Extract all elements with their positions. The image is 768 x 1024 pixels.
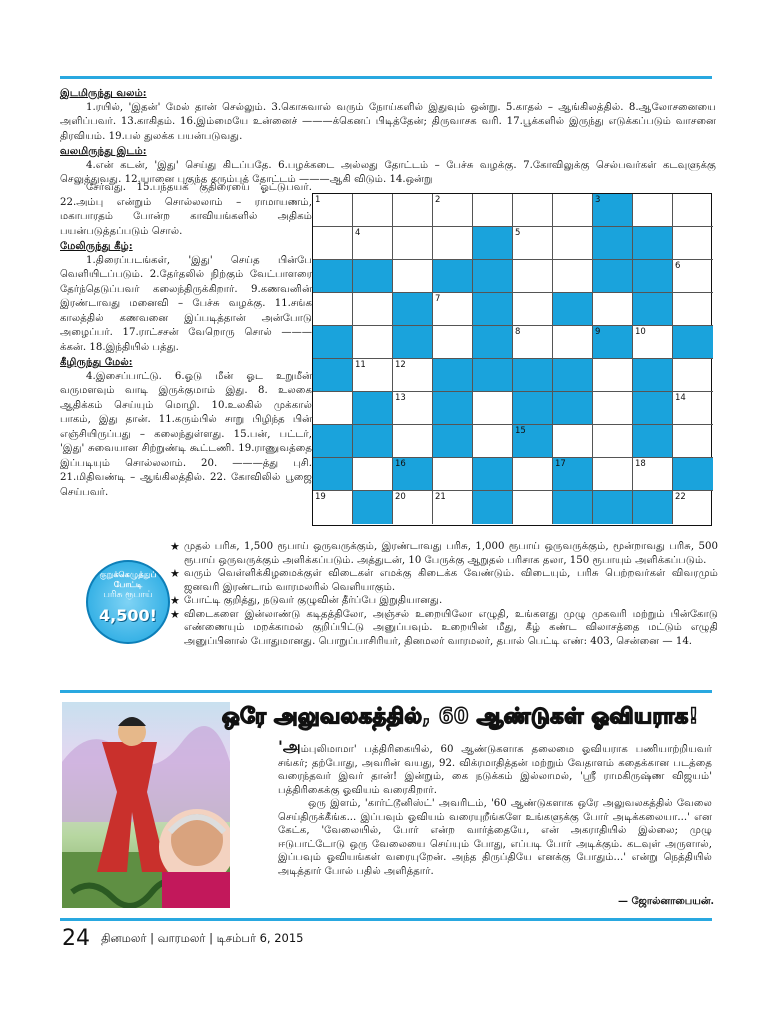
grid-cell[interactable] bbox=[393, 392, 433, 425]
grid-cell[interactable] bbox=[433, 326, 473, 359]
clue-number: 20 bbox=[395, 492, 406, 502]
clue-number: 1 bbox=[315, 195, 321, 205]
grid-cell[interactable] bbox=[473, 392, 513, 425]
grid-cell[interactable] bbox=[353, 458, 393, 491]
grid-cell[interactable] bbox=[593, 458, 633, 491]
story-paragraph bbox=[278, 737, 712, 797]
grid-cell-blocked bbox=[473, 227, 513, 260]
grid-cell[interactable] bbox=[433, 458, 473, 491]
illustration-art bbox=[62, 702, 230, 908]
middle-rule bbox=[60, 690, 712, 693]
grid-cell[interactable] bbox=[553, 326, 593, 359]
grid-cell[interactable] bbox=[593, 425, 633, 458]
grid-cell-blocked bbox=[553, 458, 593, 491]
grid-cell-blocked bbox=[313, 458, 353, 491]
grid-cell[interactable] bbox=[513, 293, 553, 326]
story-paragraph: ஒரு இளம், 'கார்ட்டூனிஸ்ட்' அவரிடம், '60 ஆண்டுகளாக ஒரே அலுவலகத்தில் வேலை செய்திருக்கீங்க... இப்பவும் ஓவியம் வரையுறீங்களே உங்களுக்கு போர் அடிக்கலையா...' என கேட்க, 'வேலையில், போர் என்ற வார்த்தையே, என் அகராதியில் இல்லை; முழு ஈடுபாட்டோடு ஒரு வேலையை செய்யும் போது, எப்படி போர் அடிக்கும். கடவுள் அருளால், இப்பவும் ஓவியங்கள் வரையுறேன். அந்த திருப்தியே எனக்கு போதும்...' என்று நெத்தியில் அடித்தார் போல் பதில் அளித்தார். bbox=[278, 798, 712, 877]
grid-cell-blocked bbox=[633, 359, 673, 392]
grid-cell[interactable] bbox=[393, 260, 433, 293]
grid-cell-blocked bbox=[433, 392, 473, 425]
grid-cell[interactable] bbox=[473, 425, 513, 458]
grid-cell-blocked bbox=[513, 425, 553, 458]
illustration bbox=[62, 702, 230, 908]
clue-number: 19 bbox=[315, 492, 326, 502]
grid-cell-blocked bbox=[433, 359, 473, 392]
clue-number: 22 bbox=[675, 492, 686, 502]
story-title: ஒரே அலுவலகத்தில், 60 ஆண்டுகள் ஓவியராக! bbox=[222, 704, 699, 728]
grid-cell-blocked bbox=[633, 392, 673, 425]
grid-cell-blocked bbox=[313, 260, 353, 293]
grid-cell-blocked bbox=[633, 425, 673, 458]
top-rule bbox=[60, 76, 712, 79]
grid-cell[interactable] bbox=[353, 194, 393, 227]
story-text bbox=[278, 737, 712, 878]
page-number: 24 bbox=[62, 926, 90, 951]
grid-cell-blocked bbox=[593, 260, 633, 293]
badge-contest-label: குறுக்கெழுத்துப் போட்டி bbox=[99, 570, 157, 589]
clue-number: 15 bbox=[515, 426, 526, 436]
grid-cell-blocked bbox=[633, 260, 673, 293]
grid-cell[interactable] bbox=[353, 359, 393, 392]
page-footer bbox=[62, 926, 304, 951]
grid-cell-blocked bbox=[633, 293, 673, 326]
grid-cell[interactable] bbox=[673, 359, 713, 392]
grid-cell[interactable] bbox=[513, 227, 553, 260]
grid-cell-blocked bbox=[593, 227, 633, 260]
grid-cell[interactable] bbox=[513, 194, 553, 227]
clue-number: 16 bbox=[395, 459, 406, 469]
grid-cell-blocked bbox=[513, 392, 553, 425]
grid-cell[interactable] bbox=[313, 227, 353, 260]
grid-cell[interactable] bbox=[313, 392, 353, 425]
grid-cell[interactable] bbox=[433, 194, 473, 227]
grid-cell-blocked bbox=[473, 326, 513, 359]
grid-cell[interactable] bbox=[393, 491, 433, 524]
clue-number: 11 bbox=[355, 360, 366, 370]
grid-cell[interactable] bbox=[553, 425, 593, 458]
grid-cell-blocked bbox=[393, 293, 433, 326]
clue-number: 7 bbox=[435, 294, 441, 304]
clue-number: 3 bbox=[595, 195, 601, 205]
grid-cell-blocked bbox=[553, 491, 593, 524]
badge-amount: 4,500! bbox=[99, 606, 157, 625]
grid-cell-blocked bbox=[673, 326, 713, 359]
clue-number: 9 bbox=[595, 327, 601, 337]
clue-number: 8 bbox=[515, 327, 521, 337]
clue-number: 14 bbox=[675, 393, 686, 403]
grid-cell-blocked bbox=[553, 392, 593, 425]
grid-cell-blocked bbox=[593, 491, 633, 524]
grid-cell[interactable] bbox=[313, 194, 353, 227]
story-credit: — ஜோல்னாபையன். bbox=[617, 896, 714, 907]
grid-cell-blocked bbox=[313, 359, 353, 392]
grid-cell[interactable] bbox=[553, 194, 593, 227]
grid-cell-blocked bbox=[593, 326, 633, 359]
grid-cell[interactable] bbox=[353, 227, 393, 260]
grid-cell-blocked bbox=[633, 227, 673, 260]
grid-cell[interactable] bbox=[393, 425, 433, 458]
grid-cell[interactable] bbox=[393, 359, 433, 392]
grid-cell[interactable] bbox=[313, 293, 353, 326]
grid-cell[interactable] bbox=[673, 194, 713, 227]
grid-cell[interactable] bbox=[393, 194, 433, 227]
across-clues: 1.ரயில், 'இதன்' மேல் தான் செல்லும். 3.கொசுவால் வரும் நோய்களில் இதுவும் ஒன்று. 5.காதல் – ஆங்கிலத்தில். 8.ஆலோசனையை அளிப்பவர். 13.காகிதம். 16.இம்மையே உன்னைச் ———க்கெனப் பிடித்தேன்; திருவாசக வரி. 17.பூக்களில் இருந்து எடுக்கப்படும் வாசனை திரவியம். 19.பல் துலக்க பயன்படுவது. bbox=[60, 101, 716, 142]
story-paragraph-text: ம்புலிமாமா' பத்திரிகையில், 60 ஆண்டுகளாக தலைமை ஓவியராக பணியாற்றியவர் சங்கர்; தற்போது, அவரின் வயது, 92. விக்ரமாதித்தன் மற்றும் வேதாளம் கதைக்கான படத்தை வரைந்தவர் இவர் தான்! இன்றும், கை நடுக்கம் இல்லாமல், 'ஸ்ரீ ராமகிருஷ்ண விஜயம்' பத்திரிகைக்கு ஓவியம் வரைகிறார். bbox=[278, 744, 712, 796]
rule-item: ★ விடைகளை இன்லாண்டு கடிதத்திலோ, அஞ்சல் உறையிலோ எழுதி, உங்களது முழு முகவரி மற்றும் பின்கோடு எண்ணையும் மறக்காமல் குறிப்பிட்டு அனுப்பவும். உறையின் மீது, கீழ் கண்ட விலாசத்தை மட்டும் எழுதி அனுப்பினால் போதுமானது. பொறுப்பாசிரியர், தினமலர் வாரமலர், தபால் பெட்டி எண்: 403, சென்னை — 14. bbox=[170, 608, 718, 649]
grid-cell[interactable] bbox=[673, 425, 713, 458]
grid-cell[interactable] bbox=[513, 260, 553, 293]
rule-item: ★ போட்டி குறித்து, நடுவர் குழுவின் தீர்ப்பே இறுதியானது. bbox=[170, 594, 718, 608]
grid-cell-blocked bbox=[473, 359, 513, 392]
grid-cell-blocked bbox=[353, 425, 393, 458]
grid-cell[interactable] bbox=[673, 227, 713, 260]
grid-cell[interactable] bbox=[593, 392, 633, 425]
up-heading: கீழிருந்து மேல்: bbox=[60, 356, 133, 368]
grid-cell-blocked bbox=[633, 491, 673, 524]
crossword-clues bbox=[60, 86, 716, 498]
grid-cell-blocked bbox=[353, 260, 393, 293]
across-heading: இடமிருந்து வலம்: bbox=[60, 87, 147, 99]
grid-cell[interactable] bbox=[633, 194, 673, 227]
grid-cell-blocked bbox=[313, 425, 353, 458]
grid-cell[interactable] bbox=[313, 491, 353, 524]
grid-cell-blocked bbox=[553, 359, 593, 392]
grid-cell[interactable] bbox=[433, 293, 473, 326]
grid-cell-blocked bbox=[553, 293, 593, 326]
grid-cell-blocked bbox=[393, 458, 433, 491]
grid-cell[interactable] bbox=[473, 194, 513, 227]
publication-info: தினமலர் | வாரமலர் | டிசம்பர் 6, 2015 bbox=[101, 930, 304, 945]
grid-cell-blocked bbox=[353, 392, 393, 425]
grid-cell[interactable] bbox=[433, 491, 473, 524]
grid-cell[interactable] bbox=[673, 491, 713, 524]
grid-cell[interactable] bbox=[513, 491, 553, 524]
grid-cell-blocked bbox=[473, 293, 513, 326]
grid-cell-blocked bbox=[473, 491, 513, 524]
down-heading: மேலிருந்து கீழ்: bbox=[60, 240, 133, 252]
rule-item: ★ முதல் பரிசு, 1,500 ரூபாய் ஒருவருக்கும், இரண்டாவது பரிசு, 1,000 ரூபாய் ஒருவருக்கும், மூன்றாவது பரிசு, 500 ரூபாய் ஒருவருக்கும் அளிக்கப்படும். அத்துடன், 10 பேருக்கு ஆறுதல் பரிசாக தலா, 150 ரூபாயும் அளிக்கப்படும். bbox=[170, 540, 718, 567]
grid-cell[interactable] bbox=[673, 392, 713, 425]
drop-cap: 'அ bbox=[278, 737, 301, 756]
grid-cell[interactable] bbox=[553, 260, 593, 293]
grid-cell-blocked bbox=[433, 260, 473, 293]
clue-number: 21 bbox=[435, 492, 446, 502]
grid-cell[interactable] bbox=[673, 293, 713, 326]
clue-number: 5 bbox=[515, 228, 521, 238]
grid-cell-blocked bbox=[473, 260, 513, 293]
contest-rules bbox=[170, 540, 718, 648]
clue-number: 13 bbox=[395, 393, 406, 403]
grid-cell-blocked bbox=[313, 326, 353, 359]
right-to-left-clues-continued: சேர்வது. 15.பந்தயக் குதிரையை ஓட்டுபவர். 22.அம்பு என்றும் சொல்லலாம் – ராமாயணம், மகாபாரதம் போன்ற காவியங்களில் அதிகம் பயன்படுத்தப்படும் சொல். bbox=[60, 182, 312, 237]
grid-cell[interactable] bbox=[393, 227, 433, 260]
right-to-left-clues: 4.என் கடன், 'இது' செய்து கிடப்பதே. 6.பழக்கடை அல்லது தோட்டம் – பேச்சு வழக்கு. 7.கோவிலுக்கு செல்பவர்கள் கடவுளுக்கு செலுத்துவது. 12.யானை புகுந்த கரும்புத் தோட்டம் ———ஆகி விடும். 14.ஒன்று bbox=[60, 159, 716, 185]
grid-cell[interactable] bbox=[673, 260, 713, 293]
rule-item: ★ வரும் வெள்ளிக்கிழமைக்குள் விடைகள் எமக்கு கிடைக்க வேண்டும். விடையும், பரிசு பெற்றவர்கள் விவரமும் ஜனவரி இரண்டாம் வாரமலரில் வெளியாகும். bbox=[170, 567, 718, 594]
grid-cell[interactable] bbox=[593, 293, 633, 326]
clue-number: 2 bbox=[435, 195, 441, 205]
clue-number: 18 bbox=[635, 459, 646, 469]
right-to-left-heading: வலமிருந்து இடம்: bbox=[60, 145, 147, 157]
grid-cell[interactable] bbox=[513, 326, 553, 359]
clues-column bbox=[60, 181, 312, 500]
grid-cell-blocked bbox=[473, 458, 513, 491]
bottom-rule bbox=[60, 918, 712, 921]
grid-cell[interactable] bbox=[593, 359, 633, 392]
grid-cell[interactable] bbox=[553, 227, 593, 260]
grid-cell[interactable] bbox=[513, 458, 553, 491]
down-clues: 1.திரைப்படங்கள், 'இது' செய்த பின்பே வெளியிடப்படும். 2.தேர்தலில் நிற்கும் வேட்பாளரை தேர்ந்தெடுப்பவர் கலைந்திருக்கிறார். 9.கணவனின் இரண்டாவது மனைவி – பேச்சு வழக்கு. 11.சங்க காலத்தில் கணவனை இப்படித்தான் அன்போடு அழைப்பர். 17.ராட்சசன் வேறொரு சொல் ———க்கன். 18.இந்தியில் பத்து. bbox=[60, 254, 312, 353]
clue-number: 17 bbox=[555, 459, 566, 469]
crossword-grid bbox=[312, 193, 712, 526]
clue-number: 12 bbox=[395, 360, 406, 370]
grid-cell[interactable] bbox=[633, 326, 673, 359]
clue-number: 4 bbox=[355, 228, 361, 238]
clue-number: 6 bbox=[675, 261, 681, 271]
grid-cell-blocked bbox=[593, 194, 633, 227]
grid-cell-blocked bbox=[353, 491, 393, 524]
badge-prize-label: பரிசு ரூபாய் bbox=[103, 590, 153, 600]
grid-cell-blocked bbox=[513, 359, 553, 392]
grid-cell-blocked bbox=[393, 326, 433, 359]
grid-cell[interactable] bbox=[353, 326, 393, 359]
up-clues: 4.இசைப்பாட்டு. 6.ஓடு மீன் ஓட உறுமீன் வருமளவும் வாடி இருக்குமாம் இது. 8. உலகை ஆதிக்கம் செய்யும் மொழி. 10.உலகில் முக்கால் பாகம், இது தான். 11.கரும்பில் சாறு பிழிந்த பின் எஞ்சியிருப்பது – கலைந்துள்ளது. 15.பன், பட்டர், 'இது' சுவையான சிற்றுண்டி கூட்டணி. 19.ராணுவத்தை இப்படியும் சொல்லலாம். 20. ———த்து புசி. 21.மிதிவண்டி – ஆங்கிலத்தில். 22. கோவிலில் பூஜை செய்பவர். bbox=[60, 370, 312, 498]
grid-cell[interactable] bbox=[353, 293, 393, 326]
grid-cell[interactable] bbox=[433, 227, 473, 260]
prize-badge bbox=[86, 560, 170, 644]
grid-cell-blocked bbox=[433, 425, 473, 458]
clue-number: 10 bbox=[635, 327, 646, 337]
grid-cell-blocked bbox=[673, 458, 713, 491]
grid-cell[interactable] bbox=[633, 458, 673, 491]
